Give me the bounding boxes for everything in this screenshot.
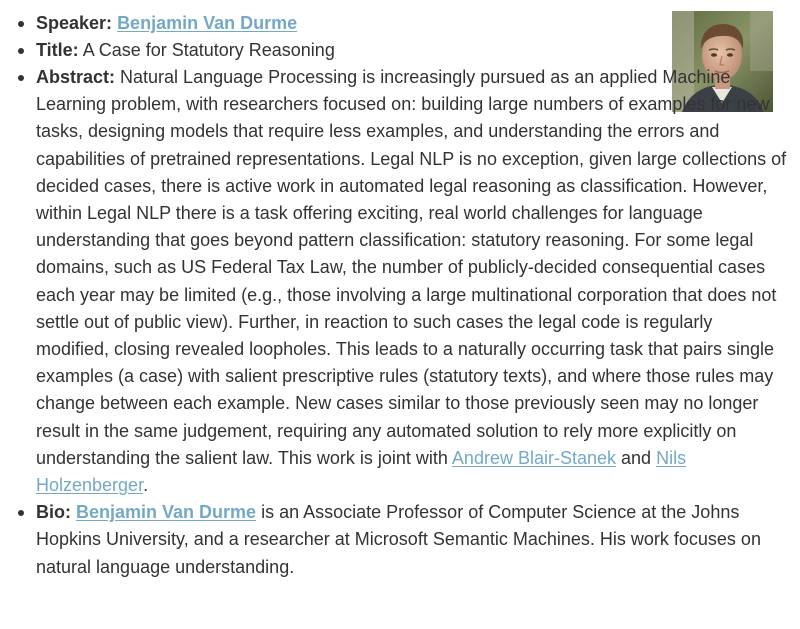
bio-text: is an Associate Professor of Computer Science at the Johns Hopkins University, and a researcher at Microsoft Semantic Machines. His work focuses on natural language understanding. [36, 502, 761, 577]
joint-work-suffix: . [143, 475, 149, 496]
talk-details [0, 10, 790, 581]
speaker-item [0, 10, 790, 37]
joint-work-prefix: This work is joint with [277, 447, 448, 468]
coauthor-link-holzenberger[interactable]: Nils Holzenberger [36, 447, 687, 496]
bio-name-link[interactable]: Benjamin Van Durme [76, 502, 257, 523]
abstract-text: Natural Language Processing is increasingly pursued as an applied Machine Learning problem, with researchers focused on: building large numbers of examples for new tasks, designing models that require less examples, and understanding the errors and capabilities of pretrained representations. Legal NLP is no exception, given large collections of decided cases, there is active work in automated legal reasoning as classification. However, within Legal NLP there is a task offering exciting, real world challenges for language understanding that goes beyond pattern classification: statutory reasoning. For some legal domains, such as US Federal Tax Law, the number of publicly-decided consequential cases each year may be limited (e.g., those involving a large multinational corporation that does not settle out of public view). Further, in reaction to such cases the legal code is regularly modified, closing revealed loopholes. This leads to a naturally occurring task that pairs single examples (a case) with salient prescriptive rules (statutory texts), and where those rules may change between each example. New cases similar to those previously seen may no longer result in the same judgement, requiring any automated solution to rely more explicitly on understanding the salient law. [36, 67, 787, 468]
bio-label [36, 502, 256, 522]
speaker-label-text: Speaker: [36, 13, 113, 33]
abstract-item [0, 64, 790, 499]
abstract-label: Abstract: [36, 67, 116, 87]
title-label: Title: [36, 40, 79, 60]
speaker-name-link[interactable]: Benjamin Van Durme [117, 13, 298, 33]
bio-label-text: Bio: [36, 502, 71, 523]
speaker-label [36, 13, 297, 33]
talk-title: A Case for Statutory Reasoning [82, 40, 335, 60]
joint-work-and: and [621, 447, 652, 468]
bio-item [0, 499, 790, 581]
title-item [0, 37, 790, 64]
coauthor-link-blair-stanek[interactable]: Andrew Blair-Stanek [451, 447, 616, 468]
